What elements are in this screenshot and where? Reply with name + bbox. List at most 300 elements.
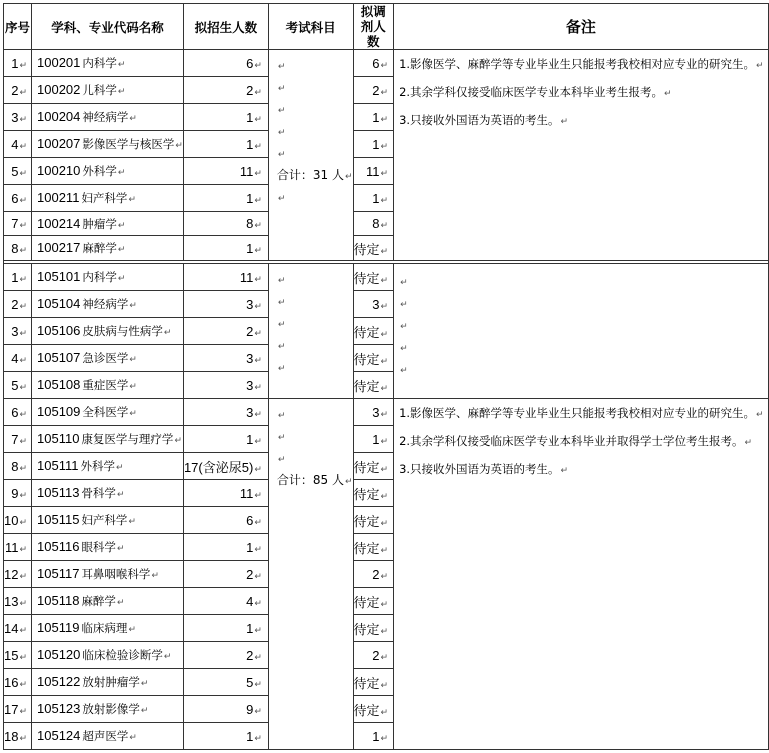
subject-code: 105124 [37, 728, 81, 743]
return-mark: ↵ [174, 435, 182, 445]
subject-code: 100217 [37, 240, 81, 255]
subject-code: 105115 [37, 512, 80, 527]
quota-value: 2 [246, 566, 254, 582]
adjust-value: 待定 [353, 486, 380, 502]
note-line [399, 336, 764, 358]
exam-line [277, 334, 353, 356]
quota-cell [183, 507, 268, 534]
note-cell [394, 50, 769, 261]
return-mark: ↵ [400, 366, 408, 376]
return-mark: ↵ [115, 462, 124, 472]
return-mark: ↵ [380, 571, 389, 582]
subject-cell [32, 318, 184, 345]
return-mark: ↵ [254, 733, 262, 744]
adjust-value: 1 [372, 431, 380, 447]
seq-cell [4, 480, 32, 507]
exam-line [277, 164, 353, 186]
return-mark: ↵ [254, 625, 262, 636]
return-mark: ↵ [756, 61, 764, 71]
adjust-value: 3 [372, 404, 380, 420]
return-mark: ↵ [254, 355, 262, 366]
return-mark: ↵ [129, 381, 137, 391]
subject-code: 105123 [37, 701, 81, 716]
return-mark: ↵ [19, 195, 28, 206]
seq-cell [4, 669, 32, 696]
quota-value: 11 [239, 269, 254, 285]
note-line [399, 270, 764, 292]
note-line [399, 314, 764, 336]
return-mark: ↵ [129, 300, 137, 310]
seq-value: 6 [11, 190, 19, 206]
return-mark: ↵ [19, 517, 28, 528]
note-paragraph [399, 112, 764, 131]
seq-value: 4 [11, 136, 19, 152]
exam-line [277, 268, 353, 290]
adjust-value: 6 [372, 55, 380, 71]
seq-cell [4, 50, 32, 77]
adjust-cell [353, 50, 394, 77]
quota-value: 3 [246, 350, 254, 366]
return-mark: ↵ [19, 87, 28, 98]
subject-cell [32, 236, 184, 261]
return-mark: ↵ [400, 278, 408, 288]
subject-cell [32, 426, 184, 453]
seq-value: 2 [11, 82, 19, 98]
seq-cell [4, 453, 32, 480]
subject-code: 105109 [37, 404, 81, 419]
exam-line [277, 54, 353, 76]
return-mark: ↵ [19, 60, 28, 71]
return-mark: ↵ [400, 300, 408, 310]
subject-code: 105111 [37, 458, 79, 473]
seq-cell [4, 534, 32, 561]
return-mark: ↵ [175, 140, 183, 150]
exam-cell [268, 50, 353, 261]
return-mark: ↵ [129, 732, 137, 742]
quota-cell [183, 399, 268, 426]
return-mark: ↵ [116, 543, 125, 553]
subject-code: 100204 [37, 109, 81, 124]
return-mark: ↵ [128, 624, 136, 634]
adjust-cell [353, 561, 394, 588]
header-seq: 序号 [4, 4, 32, 50]
adjust-cell [353, 104, 394, 131]
adjust-cell [353, 212, 394, 236]
return-mark: ↵ [254, 598, 262, 609]
return-mark: ↵ [254, 544, 262, 555]
quota-cell [183, 77, 268, 104]
exam-line [277, 356, 353, 378]
exam-line [277, 290, 353, 312]
quota-value: 8 [246, 216, 254, 231]
note-paragraph [399, 84, 764, 103]
return-mark: ↵ [19, 114, 28, 125]
subject-name: 放射肿瘤学 [82, 675, 140, 689]
header-exam: 考试科目 [268, 4, 353, 50]
subject-cell [32, 131, 184, 158]
quota-value: 17(含泌尿5) [183, 459, 254, 475]
admission-table [3, 3, 769, 750]
subject-cell [32, 507, 184, 534]
subject-code: 100201 [37, 55, 81, 70]
seq-cell [4, 158, 32, 185]
quota-cell [183, 615, 268, 642]
seq-value: 7 [11, 216, 19, 231]
return-mark: ↵ [380, 518, 389, 529]
seq-cell [4, 104, 32, 131]
adjust-cell [353, 588, 394, 615]
quota-value: 6 [246, 55, 254, 71]
seq-cell [4, 642, 32, 669]
quota-cell [183, 236, 268, 261]
return-mark: ↵ [254, 382, 262, 393]
return-mark: ↵ [19, 544, 28, 555]
subject-cell [32, 723, 184, 750]
return-mark: ↵ [254, 114, 262, 125]
adjust-cell [353, 696, 394, 723]
adjust-value: 待定 [353, 621, 380, 637]
exam-line [277, 312, 353, 334]
subject-cell [32, 185, 184, 212]
subject-cell [32, 696, 184, 723]
seq-cell [4, 77, 32, 104]
note-text: 2.其余学科仅接受临床医学专业本科毕业并取得学士学位考生报考。 [399, 434, 744, 448]
return-mark: ↵ [277, 194, 286, 204]
seq-value: 14 [4, 620, 19, 636]
return-mark: ↵ [116, 597, 125, 607]
subject-name: 妇产科学 [81, 513, 128, 527]
return-mark: ↵ [129, 354, 137, 364]
adjust-value: 1 [372, 190, 380, 206]
return-mark: ↵ [380, 356, 389, 367]
seq-cell [4, 615, 32, 642]
adjust-cell [353, 77, 394, 104]
seq-cell [4, 236, 32, 261]
subject-name: 麻醉学 [81, 594, 116, 608]
return-mark: ↵ [254, 517, 262, 528]
return-mark: ↵ [254, 436, 262, 447]
return-mark: ↵ [19, 733, 28, 744]
quota-value: 1 [246, 620, 254, 636]
adjust-cell [353, 642, 394, 669]
return-mark: ↵ [117, 167, 126, 177]
subject-code: 100210 [37, 163, 81, 178]
return-mark: ↵ [19, 598, 28, 609]
return-mark: ↵ [19, 355, 28, 366]
return-mark: ↵ [151, 570, 159, 580]
subject-name: 超声医学 [82, 729, 129, 743]
note-cell [394, 399, 769, 750]
subject-cell [32, 669, 184, 696]
quota-cell [183, 318, 268, 345]
seq-value: 8 [11, 240, 19, 256]
return-mark: ↵ [19, 679, 28, 690]
subject-cell [32, 534, 184, 561]
seq-cell [4, 318, 32, 345]
return-mark: ↵ [380, 275, 389, 286]
note-paragraph [399, 433, 764, 452]
return-mark: ↵ [19, 463, 28, 474]
adjust-value: 待定 [353, 540, 380, 556]
adjust-value: 2 [372, 566, 380, 582]
return-mark: ↵ [560, 466, 569, 476]
subject-code: 100211 [37, 190, 80, 205]
subject-name: 骨科学 [81, 486, 116, 500]
seq-cell [4, 264, 32, 291]
return-mark: ↵ [19, 221, 28, 231]
return-mark: ↵ [254, 464, 262, 475]
return-mark: ↵ [254, 141, 262, 152]
subject-code: 105118 [37, 593, 80, 608]
return-mark: ↵ [19, 274, 28, 285]
adjust-value: 待定 [353, 702, 380, 718]
subject-cell [32, 561, 184, 588]
quota-cell [183, 588, 268, 615]
return-mark: ↵ [19, 436, 28, 447]
note-text: 3.只接收外国语为英语的考生。 [399, 462, 560, 476]
subject-name: 全科医学 [82, 405, 129, 419]
seq-value: 13 [4, 593, 19, 609]
subject-code: 105108 [37, 377, 81, 392]
adjust-cell [353, 345, 394, 372]
return-mark: ↵ [277, 411, 286, 421]
return-mark: ↵ [380, 409, 389, 420]
subject-code: 105119 [37, 620, 80, 635]
subject-name: 放射影像学 [82, 702, 140, 716]
subject-code: 105104 [37, 296, 81, 311]
return-mark: ↵ [380, 114, 389, 125]
return-mark: ↵ [117, 59, 126, 69]
adjust-cell [353, 264, 394, 291]
adjust-value: 1 [372, 136, 380, 152]
subject-cell [32, 291, 184, 318]
quota-cell [183, 212, 268, 236]
return-mark: ↵ [128, 516, 136, 526]
quota-cell [183, 669, 268, 696]
header-adjust: 拟调剂人数 [353, 4, 394, 50]
subject-name: 外科学 [80, 459, 115, 473]
adjust-cell [353, 426, 394, 453]
return-mark: ↵ [380, 301, 389, 312]
seq-cell [4, 291, 32, 318]
return-mark: ↵ [117, 244, 126, 254]
quota-value: 4 [246, 593, 254, 609]
adjust-value: 11 [366, 163, 380, 179]
return-mark: ↵ [117, 273, 126, 283]
return-mark: ↵ [254, 328, 262, 339]
seq-value: 16 [4, 674, 19, 690]
quota-cell [183, 131, 268, 158]
subject-name: 眼科学 [81, 540, 116, 554]
seq-value: 18 [4, 728, 19, 744]
return-mark: ↵ [277, 364, 286, 374]
adjust-cell [353, 615, 394, 642]
quota-value: 1 [246, 190, 254, 206]
return-mark: ↵ [19, 571, 28, 582]
seq-cell [4, 588, 32, 615]
adjust-cell [353, 534, 394, 561]
subject-name: 急诊医学 [82, 351, 129, 365]
quota-value: 3 [246, 404, 254, 420]
subject-code: 105113 [37, 485, 80, 500]
return-mark: ↵ [277, 276, 286, 286]
subject-cell [32, 588, 184, 615]
return-mark: ↵ [254, 679, 262, 690]
seq-cell [4, 561, 32, 588]
return-mark: ↵ [400, 344, 408, 354]
return-mark: ↵ [380, 733, 389, 744]
return-mark: ↵ [163, 327, 172, 337]
return-mark: ↵ [254, 60, 262, 71]
exam-total: 合计：31 人 [276, 168, 344, 182]
subject-name: 儿科学 [82, 83, 117, 97]
quota-cell [183, 480, 268, 507]
adjust-cell [353, 185, 394, 212]
subject-cell [32, 642, 184, 669]
return-mark: ↵ [277, 433, 286, 443]
quota-value: 2 [246, 323, 254, 339]
return-mark: ↵ [254, 195, 262, 206]
subject-code: 100214 [37, 215, 81, 231]
return-mark: ↵ [19, 382, 28, 393]
quota-value: 11 [239, 163, 254, 179]
exam-line [277, 425, 353, 447]
adjust-value: 待定 [353, 594, 380, 610]
return-mark: ↵ [380, 680, 389, 691]
exam-line [277, 142, 353, 164]
return-mark: ↵ [140, 705, 149, 715]
return-mark: ↵ [254, 409, 262, 420]
note-text: 1.影像医学、麻醉学等专业毕业生只能报考我校相对应专业的研究生。 [399, 57, 756, 71]
subject-name: 神经病学 [82, 110, 129, 124]
return-mark: ↵ [277, 84, 286, 94]
return-mark: ↵ [254, 221, 262, 231]
return-mark: ↵ [254, 245, 262, 256]
seq-value: 5 [11, 163, 19, 179]
header-subject: 学科、专业代码名称 [32, 4, 184, 50]
return-mark: ↵ [254, 490, 262, 501]
subject-name: 康复医学与理疗学 [81, 432, 174, 446]
seq-cell [4, 696, 32, 723]
seq-value: 2 [11, 296, 19, 312]
exam-line [277, 447, 353, 469]
adjust-value: 待定 [353, 241, 380, 257]
return-mark: ↵ [380, 329, 389, 340]
return-mark: ↵ [380, 383, 389, 394]
exam-cell [268, 264, 353, 399]
quota-value: 1 [246, 136, 254, 152]
quota-cell [183, 372, 268, 399]
quota-value: 1 [246, 240, 254, 256]
seq-cell [4, 372, 32, 399]
return-mark: ↵ [344, 477, 353, 487]
seq-value: 9 [11, 485, 19, 501]
return-mark: ↵ [254, 706, 262, 717]
return-mark: ↵ [277, 62, 286, 72]
table-row [4, 399, 769, 426]
quota-cell [183, 345, 268, 372]
seq-value: 12 [4, 566, 19, 582]
seq-cell [4, 212, 32, 236]
quota-cell [183, 50, 268, 77]
return-mark: ↵ [744, 438, 753, 448]
seq-cell [4, 426, 32, 453]
adjust-cell [353, 158, 394, 185]
return-mark: ↵ [19, 141, 28, 152]
seq-cell [4, 399, 32, 426]
subject-code: 105120 [37, 647, 81, 662]
seq-value: 17 [4, 701, 19, 717]
return-mark: ↵ [163, 651, 172, 661]
adjust-value: 待定 [353, 324, 380, 340]
adjust-cell [353, 669, 394, 696]
subject-cell [32, 453, 184, 480]
subject-cell [32, 77, 184, 104]
return-mark: ↵ [560, 117, 569, 127]
subject-cell [32, 399, 184, 426]
adjust-value: 8 [372, 216, 380, 231]
return-mark: ↵ [19, 409, 28, 420]
return-mark: ↵ [380, 626, 389, 637]
adjust-cell [353, 399, 394, 426]
quota-cell [183, 291, 268, 318]
subject-code: 105110 [37, 431, 80, 446]
return-mark: ↵ [380, 599, 389, 610]
note-line [399, 358, 764, 380]
quota-value: 9 [246, 701, 254, 717]
return-mark: ↵ [117, 219, 126, 230]
return-mark: ↵ [254, 652, 262, 663]
return-mark: ↵ [344, 172, 353, 182]
return-mark: ↵ [277, 150, 286, 160]
subject-name: 皮肤病与性病学 [82, 324, 163, 338]
quota-cell [183, 642, 268, 669]
return-mark: ↵ [380, 545, 389, 556]
seq-value: 3 [11, 109, 19, 125]
header-quota: 拟招生人数 [183, 4, 268, 50]
return-mark: ↵ [129, 113, 137, 123]
return-mark: ↵ [380, 491, 389, 502]
quota-cell [183, 158, 268, 185]
subject-name: 耳鼻咽喉科学 [81, 567, 151, 581]
note-text: 2.其余学科仅接受临床医学专业本科毕业考生报考。 [399, 85, 664, 99]
seq-value: 7 [11, 431, 19, 447]
exam-line [277, 76, 353, 98]
return-mark: ↵ [400, 322, 408, 332]
return-mark: ↵ [19, 245, 28, 256]
return-mark: ↵ [380, 168, 389, 179]
return-mark: ↵ [19, 652, 28, 663]
return-mark: ↵ [380, 707, 389, 718]
return-mark: ↵ [117, 86, 126, 96]
quota-value: 3 [246, 377, 254, 393]
return-mark: ↵ [19, 706, 28, 717]
subject-name: 重症医学 [82, 378, 129, 392]
seq-cell [4, 723, 32, 750]
return-mark: ↵ [664, 89, 672, 99]
return-mark: ↵ [254, 168, 262, 179]
return-mark: ↵ [380, 652, 389, 663]
adjust-cell [353, 507, 394, 534]
seq-value: 4 [11, 350, 19, 366]
adjust-value: 待定 [353, 270, 380, 286]
return-mark: ↵ [277, 320, 286, 330]
exam-total: 合计：85 人 [276, 473, 344, 487]
seq-cell [4, 507, 32, 534]
return-mark: ↵ [19, 168, 28, 179]
quota-value: 1 [246, 109, 254, 125]
subject-code: 105122 [37, 674, 81, 689]
